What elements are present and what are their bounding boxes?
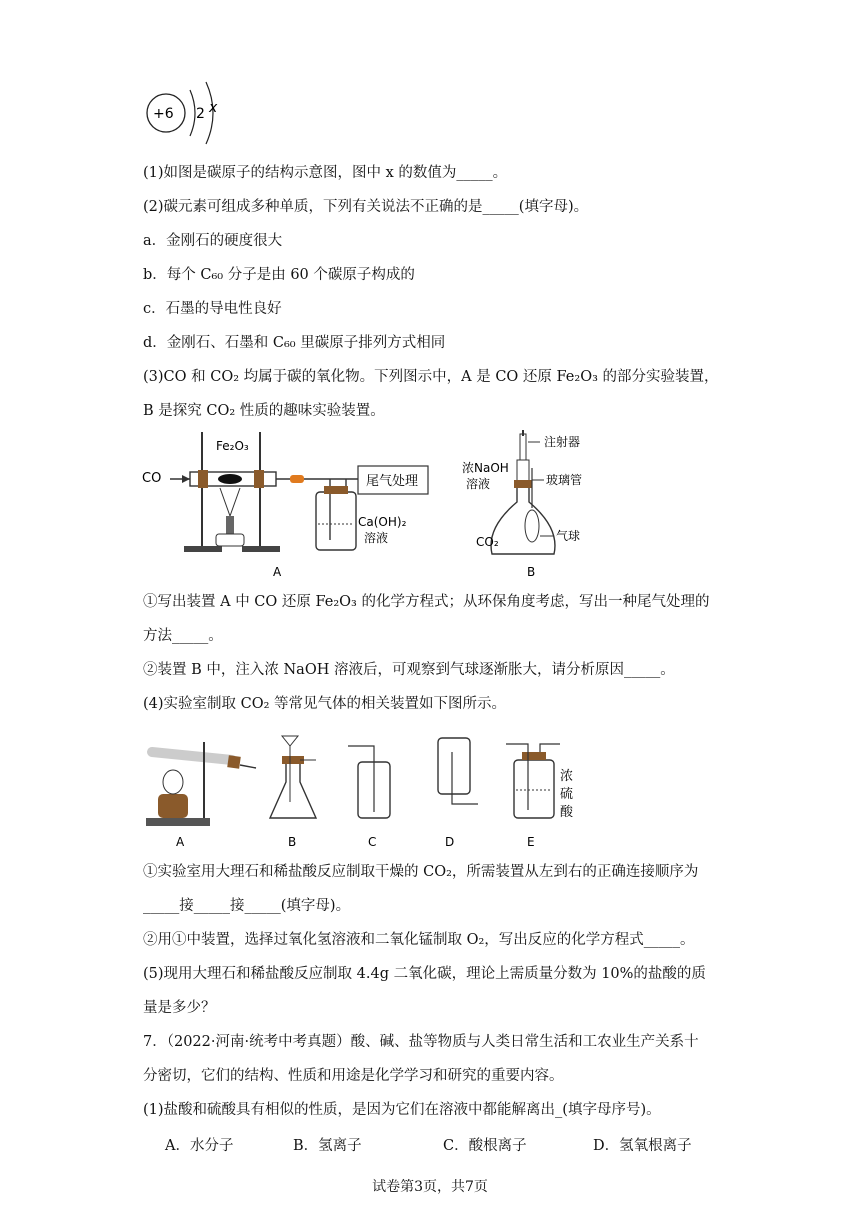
gas-label-a: A (176, 835, 185, 849)
gas-label-e: E (527, 835, 535, 849)
co2-label: CO₂ (476, 535, 499, 549)
page-footer: 试卷第3页，共7页 (372, 1179, 488, 1195)
q5-line1: (5)现用大理石和稀盐酸反应制取 4.4g 二氧化碳，理论上需质量分数为 10%的盐酸的质 (143, 966, 706, 982)
q7-option-c: C．酸根离子 (443, 1138, 527, 1154)
figure-label-b: B (527, 565, 536, 579)
balloon-label: 气球 (556, 529, 581, 543)
shell2-electrons: x (209, 100, 218, 116)
q7-option-b: B．氢离子 (293, 1138, 362, 1154)
q3-part1-line1: ①写出装置 A 中 CO 还原 Fe₂O₃ 的化学方程式；从环保角度考虑，写出一种尾气处理的 (143, 594, 710, 610)
acid-label-3: 酸 (560, 805, 574, 820)
option-b: b．每个 C₆₀ 分子是由 60 个碳原子构成的 (143, 267, 415, 283)
syringe-label: 注射器 (544, 435, 581, 449)
q4-text: (4)实验室制取 CO₂ 等常见气体的相关装置如下图所示。 (143, 696, 507, 712)
option-c: c．石墨的导电性良好 (143, 301, 282, 317)
q7-part1: (1)盐酸和硫酸具有相似的性质，是因为它们在溶液中都能解离出_(填字母序号)。 (143, 1102, 661, 1118)
q7-line2: 分密切，它们的结构、性质和用途是化学学习和研究的重要内容。 (143, 1068, 564, 1084)
q7-option-a: A．水分子 (165, 1138, 234, 1154)
q3-part1-line2: 方法_____。 (143, 628, 223, 644)
carbon-atom-diagram (140, 78, 230, 148)
q3-text-2: B 是探究 CO₂ 性质的趣味实验装置。 (143, 403, 385, 419)
caoh2-label: Ca(OH)₂ (358, 515, 407, 529)
glass-tube-label: 玻璃管 (546, 473, 583, 487)
q2-text: (2)碳元素可组成多种单质，下列有关说法不正确的是_____(填字母)。 (143, 199, 589, 215)
gas-apparatus-figure (140, 732, 600, 854)
fe2o3-label: Fe₂O₃ (216, 439, 249, 453)
option-d: d．金刚石、石墨和 C₆₀ 里碳原子排列方式相同 (143, 335, 446, 351)
acid-label-1: 浓 (560, 769, 574, 784)
shell1-electrons: 2 (196, 106, 205, 122)
naoh-label: 浓NaOH (462, 461, 509, 475)
solution-label: 溶液 (364, 531, 389, 545)
q5-line2: 量是多少？ (143, 1000, 216, 1016)
q4-part1-line2: _____接_____接_____(填字母)。 (143, 898, 351, 914)
gas-label-d: D (445, 835, 455, 849)
q4-part2: ②用①中装置，选择过氧化氢溶液和二氧化锰制取 O₂，写出反应的化学方程式_____。 (143, 932, 695, 948)
tail-gas-label: 尾气处理 (366, 474, 419, 489)
co-label: CO (142, 471, 162, 486)
option-a: a．金刚石的硬度很大 (143, 233, 283, 249)
q3-text-1: (3)CO 和 CO₂ 均属于碳的氧化物。下列图示中，A 是 CO 还原 Fe₂O₃ 的部分实验装置， (143, 369, 719, 385)
nucleus-charge: +6 (153, 106, 174, 122)
q7-line1: 7．（2022·河南·统考中考真题）酸、碱、盐等物质与人类日常生活和工农业生产关系十 (143, 1034, 699, 1050)
figure-label-a: A (273, 565, 282, 579)
acid-label-2: 硫 (560, 787, 574, 802)
apparatus-figure-ab (140, 428, 620, 584)
naoh-solution-label: 溶液 (466, 477, 491, 491)
q7-option-d: D．氢氧根离子 (593, 1138, 692, 1154)
q1-text: (1)如图是碳原子的结构示意图，图中 x 的数值为_____。 (143, 165, 508, 181)
gas-label-b: B (288, 835, 297, 849)
gas-label-c: C (368, 835, 377, 849)
q4-part1-line1: ①实验室用大理石和稀盐酸反应制取干燥的 CO₂，所需装置从左到右的正确连接顺序为 (143, 864, 699, 880)
q3-part2: ②装置 B 中，注入浓 NaOH 溶液后，可观察到气球逐渐胀大，请分析原因_____。 (143, 662, 675, 678)
